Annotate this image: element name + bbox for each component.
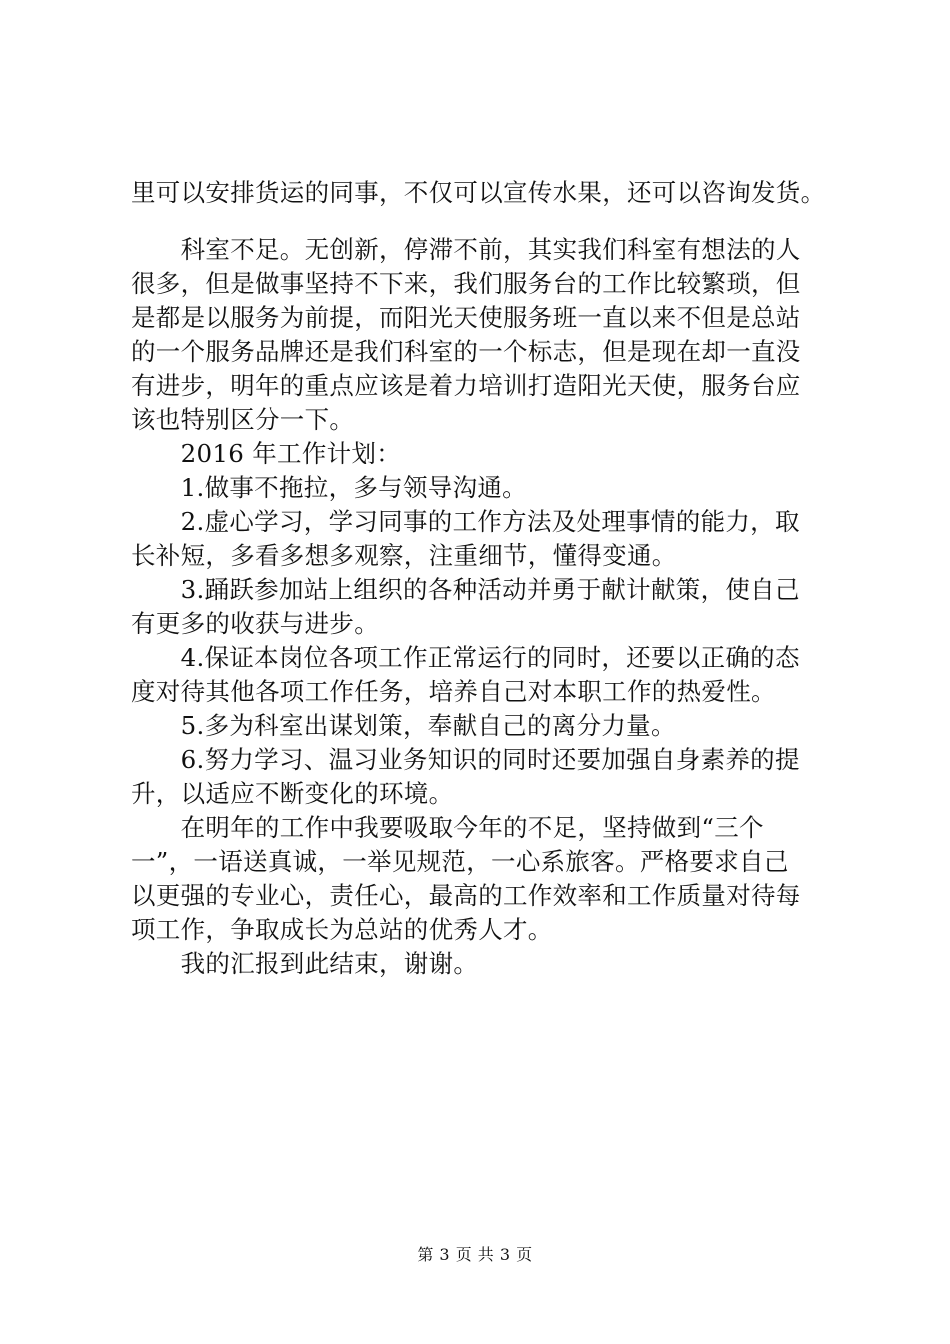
text-line: 有更多的收获与进步。: [131, 609, 379, 638]
text-line: 我的汇报到此结束，谢谢。: [131, 949, 479, 978]
text-line: 6.努力学习、温习业务知识的同时还要加强自身素养的提: [131, 745, 800, 774]
text-line: 的一个服务品牌还是我们科室的一个标志，但是现在却一直没: [131, 337, 801, 366]
page-footer: 第 3 页 共 3 页: [417, 1245, 533, 1264]
text-line: 度对待其他各项工作任务，培养自己对本职工作的热爱性。: [131, 677, 776, 706]
text-line: 有进步，明年的重点应该是着力培训打造阳光天使，服务台应: [131, 371, 801, 400]
text-line: 2016 年工作计划：: [131, 439, 402, 468]
text-line: 3.踊跃参加站上组织的各种活动并勇于献计献策，使自己: [131, 575, 800, 604]
text-line: 在明年的工作中我要吸取今年的不足，坚持做到“三个: [131, 813, 764, 842]
text-line: 4.保证本岗位各项工作正常运行的同时，还要以正确的态: [131, 643, 800, 672]
text-line: 升，以适应不断变化的环境。: [131, 779, 454, 808]
text-line: 项工作，争取成长为总站的优秀人才。: [131, 915, 553, 944]
text-line: 2.虚心学习，学习同事的工作方法及处理事情的能力，取: [131, 507, 800, 536]
text-line: 以更强的专业心，责任心，最高的工作效率和工作质量对待每: [131, 881, 801, 910]
text-line: 是都是以服务为前提，而阳光天使服务班一直以来不但是总站: [131, 303, 801, 332]
text-line: 5.多为科室出谋划策，奉献自己的离分力量。: [131, 711, 676, 740]
text-line: 该也特别区分一下。: [131, 405, 355, 434]
text-line: 里可以安排货运的同事，不仅可以宣传水果，还可以咨询发货。: [131, 178, 826, 207]
text-line: 很多，但是做事坚持不下来，我们服务台的工作比较繁琐，但: [131, 269, 801, 298]
text-line: 长补短，多看多想多观察，注重细节，懂得变通。: [131, 541, 677, 570]
text-line: 1.做事不拖拉，多与领导沟通。: [131, 473, 527, 502]
text-line: 一”，一语送真诚，一举见规范，一心系旅客。严格要求自己: [131, 847, 789, 876]
text-line: 科室不足。无创新，停滞不前，其实我们科室有想法的人: [131, 235, 801, 264]
